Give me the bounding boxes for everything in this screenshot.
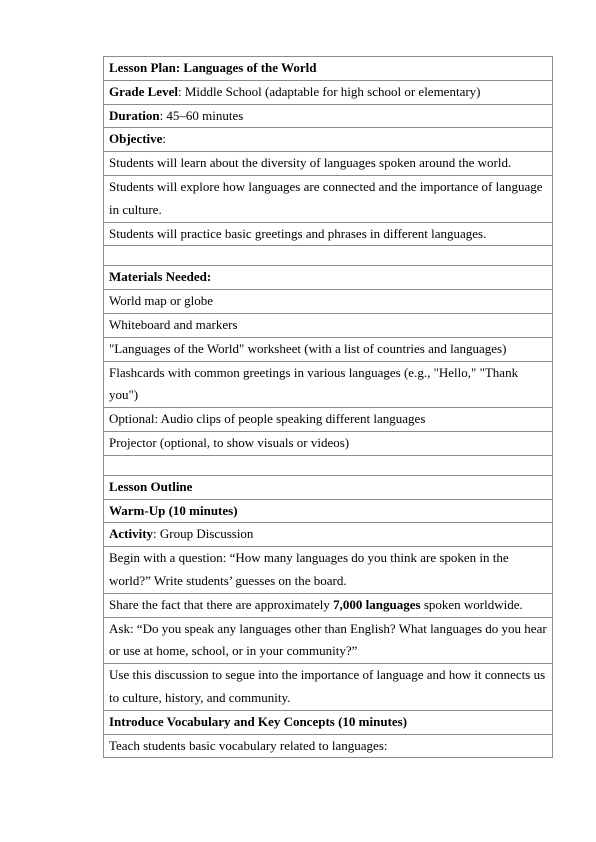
table-row xyxy=(104,313,553,337)
table-row xyxy=(104,664,553,711)
table-cell xyxy=(104,80,553,104)
table-row xyxy=(104,475,553,499)
table-cell xyxy=(104,266,553,290)
cell-text: "Languages of the World" worksheet (with a list of countries and languages) xyxy=(109,340,507,356)
field-label: Objective xyxy=(109,131,163,147)
heading-text: Warm-Up (10 minutes) xyxy=(109,502,238,518)
cell-text: Students will learn about the diversity of languages spoken around the world. xyxy=(109,155,512,171)
table-row xyxy=(104,593,553,617)
table-row xyxy=(104,128,553,152)
empty-row xyxy=(104,455,553,475)
field-value: : Middle School (adaptable for high school or elementary) xyxy=(177,83,481,99)
table-row xyxy=(104,734,553,758)
field-value: : Group Discussion xyxy=(153,526,254,542)
table-cell xyxy=(104,475,553,499)
field-label: Duration xyxy=(109,107,160,123)
table-cell xyxy=(104,290,553,314)
table-cell xyxy=(104,547,553,594)
lesson-plan-table xyxy=(103,56,553,758)
table-cell xyxy=(104,617,553,664)
cell-text: Students will practice basic greetings and phrases in different languages. xyxy=(109,225,487,241)
table-row xyxy=(104,152,553,176)
cell-text: Ask: “Do you speak any languages other than English? What languages do you hear or use at home, school, or in your community?” xyxy=(109,620,547,659)
table-cell xyxy=(104,499,553,523)
cell-text: Teach students basic vocabulary related to languages: xyxy=(109,737,388,753)
table-cell xyxy=(104,408,553,432)
heading-text: Introduce Vocabulary and Key Concepts (10 minutes) xyxy=(109,713,408,729)
cell-text: Projector (optional, to show visuals or videos) xyxy=(109,434,350,450)
table-row xyxy=(104,266,553,290)
table-row xyxy=(104,523,553,547)
table-cell xyxy=(104,246,553,266)
table-row xyxy=(104,547,553,594)
table-cell xyxy=(104,128,553,152)
table-cell xyxy=(104,431,553,455)
empty-row xyxy=(104,246,553,266)
heading-text: Lesson Outline xyxy=(109,478,193,494)
cell-text: Students will explore how languages are connected and the importance of language in culture. xyxy=(109,178,543,217)
cell-text: Share the fact that there are approximately xyxy=(109,596,334,612)
table-cell xyxy=(104,455,553,475)
table-row xyxy=(104,361,553,408)
table-cell xyxy=(104,104,553,128)
table-row xyxy=(104,431,553,455)
cell-text: Whiteboard and markers xyxy=(109,316,238,332)
cell-text: Flashcards with common greetings in various languages (e.g., "Hello," "Thank you") xyxy=(109,364,519,403)
table-row xyxy=(104,337,553,361)
table-row xyxy=(104,104,553,128)
table-row xyxy=(104,290,553,314)
table-cell xyxy=(104,222,553,246)
table-cell xyxy=(104,710,553,734)
table-row xyxy=(104,80,553,104)
table-cell xyxy=(104,152,553,176)
cell-text: Optional: Audio clips of people speaking different languages xyxy=(109,411,426,427)
heading-text: Lesson Plan: Languages of the World xyxy=(109,60,317,75)
table-cell xyxy=(104,175,553,222)
table-cell xyxy=(104,361,553,408)
field-label: Grade Level xyxy=(109,83,178,99)
table-row xyxy=(104,57,553,81)
cell-text: spoken worldwide. xyxy=(420,596,523,612)
table-cell xyxy=(104,734,553,758)
table-row xyxy=(104,499,553,523)
table-row xyxy=(104,408,553,432)
cell-text: Begin with a question: “How many languages do you think are spoken in the world?” Write students’ guesses on the board. xyxy=(109,550,509,588)
cell-text: Use this discussion to segue into the importance of language and how it connects us to culture, history, and community. xyxy=(109,667,546,705)
table-row xyxy=(104,222,553,246)
table-cell xyxy=(104,593,553,617)
field-value: : 45–60 minutes xyxy=(159,107,244,123)
field-value: : xyxy=(162,131,167,147)
field-label: Activity xyxy=(109,526,154,542)
table-row xyxy=(104,617,553,664)
table-cell xyxy=(104,523,553,547)
table-cell xyxy=(104,337,553,361)
emphasis-text: 7,000 languages xyxy=(333,596,421,612)
table-row xyxy=(104,175,553,222)
heading-text: Materials Needed: xyxy=(109,269,212,285)
cell-text: World map or globe xyxy=(109,293,214,309)
table-row xyxy=(104,710,553,734)
table-cell xyxy=(104,57,553,81)
table-cell xyxy=(104,664,553,711)
table-cell xyxy=(104,313,553,337)
